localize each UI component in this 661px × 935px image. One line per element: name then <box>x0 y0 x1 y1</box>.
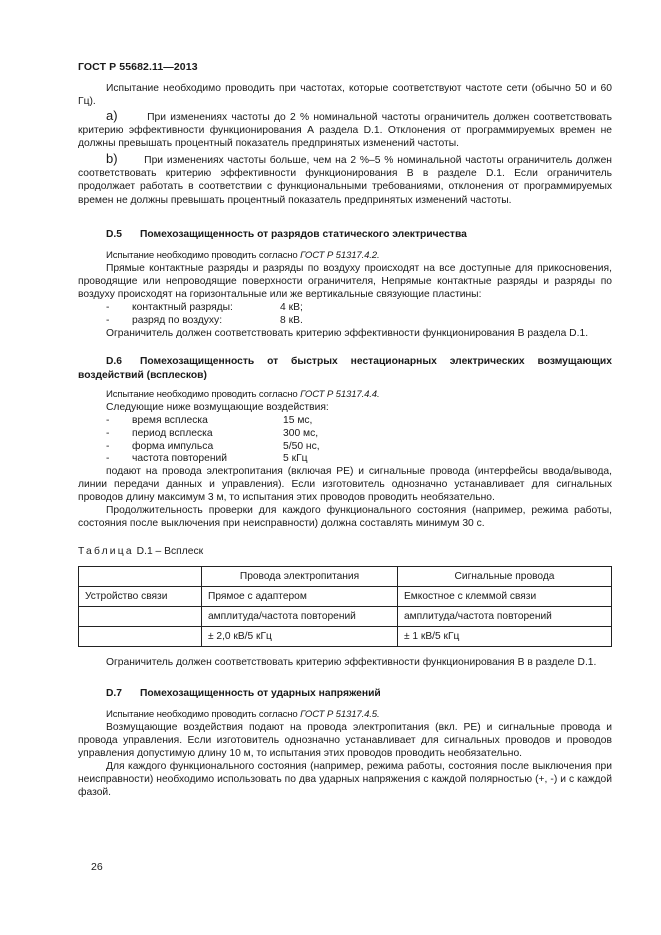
table-header-cell <box>79 567 202 587</box>
reference-prefix: Испытание необходимо проводить согласно <box>106 250 301 261</box>
list-item-value: 15 мс, <box>283 415 313 426</box>
table-header-cell: Сигнальные провода <box>398 567 612 587</box>
table-caption-prefix: Таблица <box>78 546 134 557</box>
list-dash: - <box>106 441 110 452</box>
section-d7-number: D.7 <box>106 688 123 699</box>
section-d5-heading <box>106 229 467 240</box>
table-cell: амплитуда/частота повторений <box>202 607 398 627</box>
table-cell: ± 1 кВ/5 кГц <box>398 627 612 647</box>
list-dash: - <box>106 315 110 326</box>
item-b-label: b) <box>106 151 118 166</box>
document-header-id: ГОСТ Р 55682.11—2013 <box>78 61 198 73</box>
section-d6-number: D.6 <box>106 356 123 367</box>
section-d5-paragraph-1: Прямые контактные разряды и разряды по воздуху происходят на все доступные для прикосновения, проводящие или непроводящие поверхности ограничителя, Непрямые контактные разряды и разряды по воздуху происходят на горизонтальные или же вертикальные связующие пластины: <box>78 263 612 301</box>
list-item-name: период всплеска <box>132 428 213 439</box>
list-item-name: время всплеска <box>132 415 208 426</box>
item-a-text: При изменениях частоты до 2 % номинальной частоты ограничитель должен соответствовать критерию эффективности функционирования А раздела D.1. Отклонения от программируемых времен не должны превышать процентный показатель предпринятых изменений частоты. <box>78 112 612 150</box>
list-item-name: контактный разряды: <box>132 302 233 313</box>
section-d5-number: D.5 <box>106 229 123 240</box>
after-table-paragraph: Ограничитель должен соответствовать критерию эффективности функционирования В в разделе D.1. <box>106 657 597 668</box>
frequency-paragraph: Испытание необходимо проводить при частотах, которые соответствуют частоте сети (обычно 50 и 60 Гц). <box>78 83 612 108</box>
list-item-name: форма импульса <box>132 441 214 452</box>
table-cell: ± 2,0 кВ/5 кГц <box>202 627 398 647</box>
reference-prefix: Испытание необходимо проводить согласно <box>106 389 301 400</box>
burst-table <box>78 566 612 647</box>
table-cell: Устройство связи <box>79 587 202 607</box>
list-item-value: 8 кВ. <box>280 315 303 326</box>
section-d6-paragraph-2: Продолжительность проверки для каждого функционального состояния (например, режима работы, состояния после выключения при неисправности) должна составлять минимум 30 с. <box>78 505 612 530</box>
table-row <box>79 587 612 607</box>
item-a-label: a) <box>106 108 118 123</box>
table-row <box>79 607 612 627</box>
list-item-value: 4 кВ; <box>280 302 303 313</box>
table-caption <box>78 546 203 557</box>
list-dash: - <box>106 453 110 464</box>
section-d6-title: Помехозащищенность от быстрых нестационарных электрических возмущающих воздействий (всплесков) <box>78 356 612 381</box>
table-cell: Прямое с адаптером <box>202 587 398 607</box>
section-d5-reference <box>106 249 380 262</box>
reference-standard: ГОСТ Р 51317.4.2. <box>300 250 380 261</box>
list-dash: - <box>106 428 110 439</box>
item-a <box>78 109 612 151</box>
page-number: 26 <box>91 861 103 873</box>
table-cell <box>79 607 202 627</box>
section-d6-intro: Следующие ниже возмущающие воздействия: <box>106 402 329 413</box>
table-row <box>79 627 612 647</box>
section-d7-paragraph-2: Для каждого функционального состояния (например, режима работы, состояния после выключения при неисправности) необходимо использовать по два ударных напряжения с каждой полярностью (+, -) и с каждой фазой. <box>78 761 612 799</box>
item-b-text: При изменениях частоты больше, чем на 2 %–5 % номинальной частоты ограничитель должен соответствовать критерию эффективности функционирования В в разделе D.1. Если ограничитель продолжает работать в соответствии с функциональными требованиями, отклонения от программируемых времен не должны превышать процентный показатель предпринятых изменений частоты. <box>78 155 612 206</box>
table-cell: Емкостное с клеммой связи <box>398 587 612 607</box>
section-d7-heading <box>106 688 381 699</box>
section-d7-title: Помехозащищенность от ударных напряжений <box>140 688 381 699</box>
list-dash: - <box>106 415 110 426</box>
reference-prefix: Испытание необходимо проводить согласно <box>106 709 301 720</box>
table-header-cell: Провода электропитания <box>202 567 398 587</box>
section-d6-reference <box>106 388 380 401</box>
table-cell <box>79 627 202 647</box>
list-item-name: частота повторений <box>132 453 228 464</box>
list-item-value: 5/50 нс, <box>283 441 320 452</box>
list-item-value: 5 кГц <box>283 453 308 464</box>
list-dash: - <box>106 302 110 313</box>
section-d7-paragraph-1: Возмущающие воздействия подают на провода электропитания (вкл. РЕ) и сигнальные провода и провода управления. Если изготовитель однозначно устанавливает для сигнальных проводов и проводов управления допустимую длину 10 м, то испытания этих проводов проводить необязательно. <box>78 722 612 760</box>
section-d6-paragraph-1: подают на провода электропитания (включая РЕ) и сигнальные провода (интерфейсы ввода/вывода, линии передачи данных и управления). Если изготовитель однозначно устанавливает для сигнальных проводов длину максимум 3 м, то испытания этих проводов проводить необязательно. <box>78 466 612 504</box>
reference-standard: ГОСТ Р 51317.4.5. <box>300 709 380 720</box>
list-item-name: разряд по воздуху: <box>132 315 223 326</box>
section-d6-heading <box>78 355 612 382</box>
table-caption-title: D.1 – Всплеск <box>133 546 204 557</box>
list-item <box>106 301 109 314</box>
section-d7-reference <box>106 708 380 721</box>
table-header-row <box>79 567 612 587</box>
section-d5-paragraph-2: Ограничитель должен соответствовать критерию эффективности функционирования В раздела D.1. <box>106 328 589 339</box>
list-item-value: 300 мс, <box>283 428 319 439</box>
table-cell: амплитуда/частота повторений <box>398 607 612 627</box>
reference-standard: ГОСТ Р 51317.4.4. <box>300 389 380 400</box>
list-item <box>106 314 109 327</box>
item-b <box>78 152 612 207</box>
section-d5-title: Помехозащищенность от разрядов статического электричества <box>140 229 467 240</box>
